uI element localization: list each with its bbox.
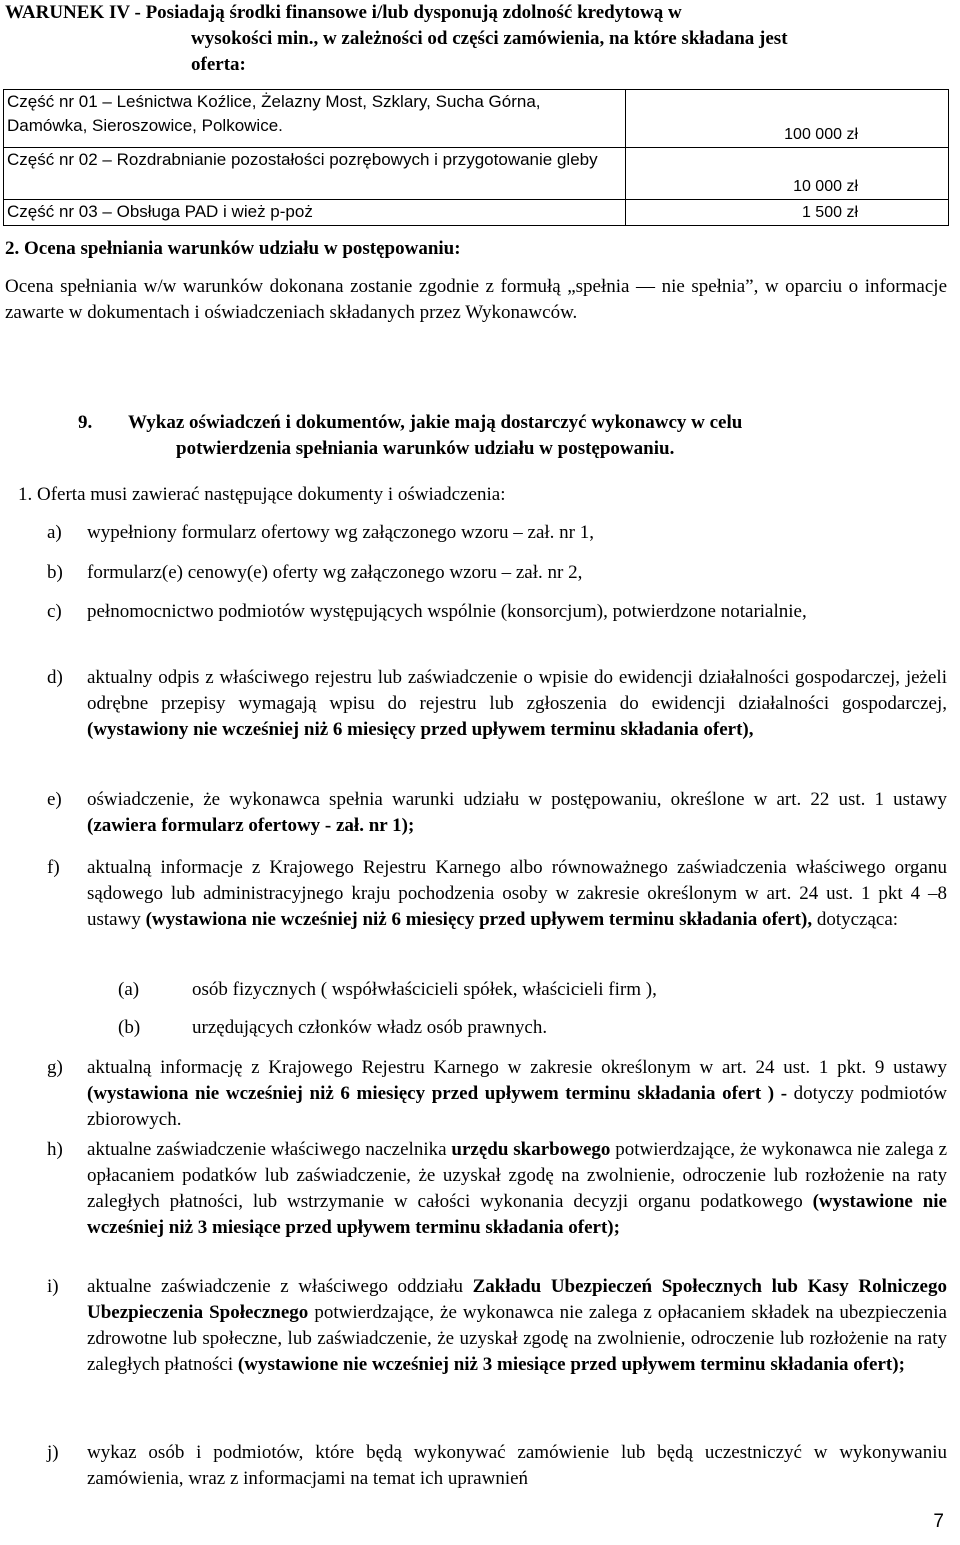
item-text-normal: aktualne zaświadczenie z właściwego oddziału — [87, 1276, 463, 1297]
item-text-bold: urzędu skarbowego — [451, 1139, 611, 1160]
item-text — [87, 1137, 947, 1241]
item-label: e) — [47, 789, 62, 810]
item-text-bold: (wystawiony nie wcześniej niż 6 miesięcy przed upływem terminu składania ofert), — [87, 719, 754, 740]
item-text — [87, 787, 947, 839]
item-text-bold-2: (wystawione nie wcześniej niż 3 miesiące przed upływem terminu składania ofert); — [87, 1191, 947, 1238]
point-2-title: 2. Ocena spełniania warunków udziału w postępowaniu: — [5, 238, 461, 259]
list-item — [47, 560, 947, 586]
part-amount: 1 500 zł — [626, 200, 949, 226]
item-label: d) — [47, 667, 63, 688]
item-text-normal-2: potwierdzające, że wykonawca nie zalega z opłacaniem składek na ubezpieczenia zdrowotne lub społeczne, lub zaświadczenie, że uzyskał zgodę na zwolnienie, odroczenie lub rozłożenie na raty zaległych płatności — [87, 1302, 947, 1375]
item-label: b) — [47, 562, 63, 583]
list-item — [47, 599, 947, 625]
list-item — [47, 1055, 947, 1133]
list-item — [47, 787, 947, 839]
list-intro: 1. Oferta musi zawierać następujące dokumenty i oświadczenia: — [18, 484, 506, 505]
heading-line-3: oferta: — [191, 54, 246, 75]
list-item — [47, 520, 947, 546]
item-text-normal: oświadczenie, że wykonawca spełnia warunki udziału w postępowaniu, określone w art. 22 ust. 1 ustawy — [87, 789, 947, 810]
item-text — [87, 855, 947, 933]
item-text: urzędujących członków władz osób prawnych. — [192, 1017, 548, 1038]
list-item — [47, 855, 947, 933]
item-label: g) — [47, 1057, 63, 1078]
section-9-heading — [78, 410, 948, 462]
item-text-normal: aktualną informację z Krajowego Rejestru Karnego w zakresie określonym w art. 24 ust. 1 pkt. 9 ustawy — [87, 1057, 947, 1078]
point-2-text: Ocena spełniania w/w warunków dokonana zostanie zgodnie z formułą „spełnia — nie spełnia”, w oparciu o informacje zawarte w dokumentach i oświadczeniach składanych przez Wykonawców. — [5, 276, 947, 323]
list-item — [47, 1274, 947, 1378]
part-description: Część nr 01 – Leśnictwa Koźlice, Żelazny Most, Szklary, Sucha Górna, Damówka, Sieroszowice, Polkowice. — [4, 90, 626, 148]
heading-line-2: wysokości min., w zależności od części zamówienia, na które składana jest — [191, 28, 788, 49]
item-text: osób fizycznych ( współwłaścicieli spółek, właścicieli firm ), — [192, 979, 657, 1000]
item-text-normal-2: potwierdzające, że wykonawca nie zalega z opłacaniem podatków lub zaświadczenie, że uzyskał zgodę na zwolnienie, odroczenie lub rozłożenie na raty zaległych płatności, lub wstrzymanie w całości wykonania decyzji organu podatkowego — [87, 1139, 948, 1212]
section-9-line-2: potwierdzenia spełniania warunków udziału w postępowaniu. — [176, 438, 675, 459]
table-row — [4, 90, 949, 148]
item-label: a) — [47, 522, 62, 543]
item-text-tail: dotycząca: — [816, 909, 899, 930]
list-item — [47, 1137, 947, 1241]
item-text-normal: aktualny odpis z właściwego rejestru lub zaświadczenie o wpisie do ewidencji działalności gospodarczej, jeżeli odrębne przepisy wymagają wpisu do rejestru lub zgłoszenia do ewidencji działalności gospodarczej, — [87, 667, 947, 714]
table-row — [4, 148, 949, 200]
heading-line-1: WARUNEK IV - Posiadają środki finansowe i/lub dysponują zdolność kredytową w — [5, 2, 682, 23]
condition-heading — [5, 0, 955, 78]
item-text-normal: aktualną informacje z Krajowego Rejestru Karnego albo równoważnego zaświadczenia właściwego organu sądowego lub administracyjnego kraju pochodzenia osoby w zakresie określonym w art. 24 ust. 1 pkt 4 –8 ustawy — [87, 857, 947, 930]
sub-list-item — [118, 977, 938, 1003]
item-text-bold-2: (wystawione nie wcześniej niż 3 miesiące przed upływem terminu składania ofert); — [237, 1354, 905, 1375]
item-text — [87, 665, 947, 743]
section-9-line-1: Wykaz oświadczeń i dokumentów, jakie mają dostarczyć wykonawcy w celu — [128, 412, 743, 433]
item-label: (a) — [118, 979, 140, 1000]
item-text: pełnomocnictwo podmiotów występujących wspólnie (konsorcjum), potwierdzone notarialnie, — [87, 601, 807, 622]
item-text — [87, 1055, 947, 1133]
item-text-normal: aktualne zaświadczenie właściwego naczelnika — [87, 1139, 447, 1160]
part-description: Część nr 03 – Obsługa PAD i wież p-poż — [4, 200, 626, 226]
item-text — [87, 1274, 947, 1378]
item-text: formularz(e) cenowy(e) oferty wg załączonego wzoru – zał. nr 2, — [87, 562, 583, 583]
item-label: c) — [47, 601, 62, 622]
item-label: f) — [47, 857, 60, 878]
item-text-bold: (zawiera formularz ofertowy - zał. nr 1); — [87, 815, 415, 836]
sub-list-item — [118, 1015, 938, 1041]
item-text: wypełniony formularz ofertowy wg załączonego wzoru – zał. nr 1, — [87, 522, 595, 543]
item-text-tail: dotyczy podmiotów zbiorowych. — [87, 1083, 947, 1130]
item-text-bold: (wystawiona nie wcześniej niż 6 miesięcy przed upływem terminu składania ofert), — [145, 909, 813, 930]
item-label: j) — [47, 1442, 59, 1463]
financial-requirements-table — [3, 89, 949, 226]
item-label: i) — [47, 1276, 59, 1297]
table-row — [4, 200, 949, 226]
part-description: Część nr 02 – Rozdrabnianie pozostałości pozrębowych i przygotowanie gleby — [4, 148, 626, 200]
part-amount: 100 000 zł — [626, 90, 949, 148]
list-item — [47, 1440, 947, 1492]
part-amount: 10 000 zł — [626, 148, 949, 200]
page-number: 7 — [933, 1511, 944, 1532]
item-label: (b) — [118, 1017, 141, 1038]
section-number: 9. — [78, 412, 93, 433]
item-text-bold: Zakładu Ubezpieczeń Społecznych lub Kasy Rolniczego Ubezpieczenia Społecznego — [87, 1276, 947, 1323]
item-text: wykaz osób i podmiotów, które będą wykonywać zamówienie lub będą uczestniczyć w wykonywaniu zamówienia, wraz z informacjami na temat ich uprawnień — [87, 1442, 947, 1489]
item-text-bold: (wystawiona nie wcześniej niż 6 miesięcy przed upływem terminu składania ofert ) - — [87, 1083, 788, 1104]
list-item — [47, 665, 947, 743]
item-label: h) — [47, 1139, 63, 1160]
